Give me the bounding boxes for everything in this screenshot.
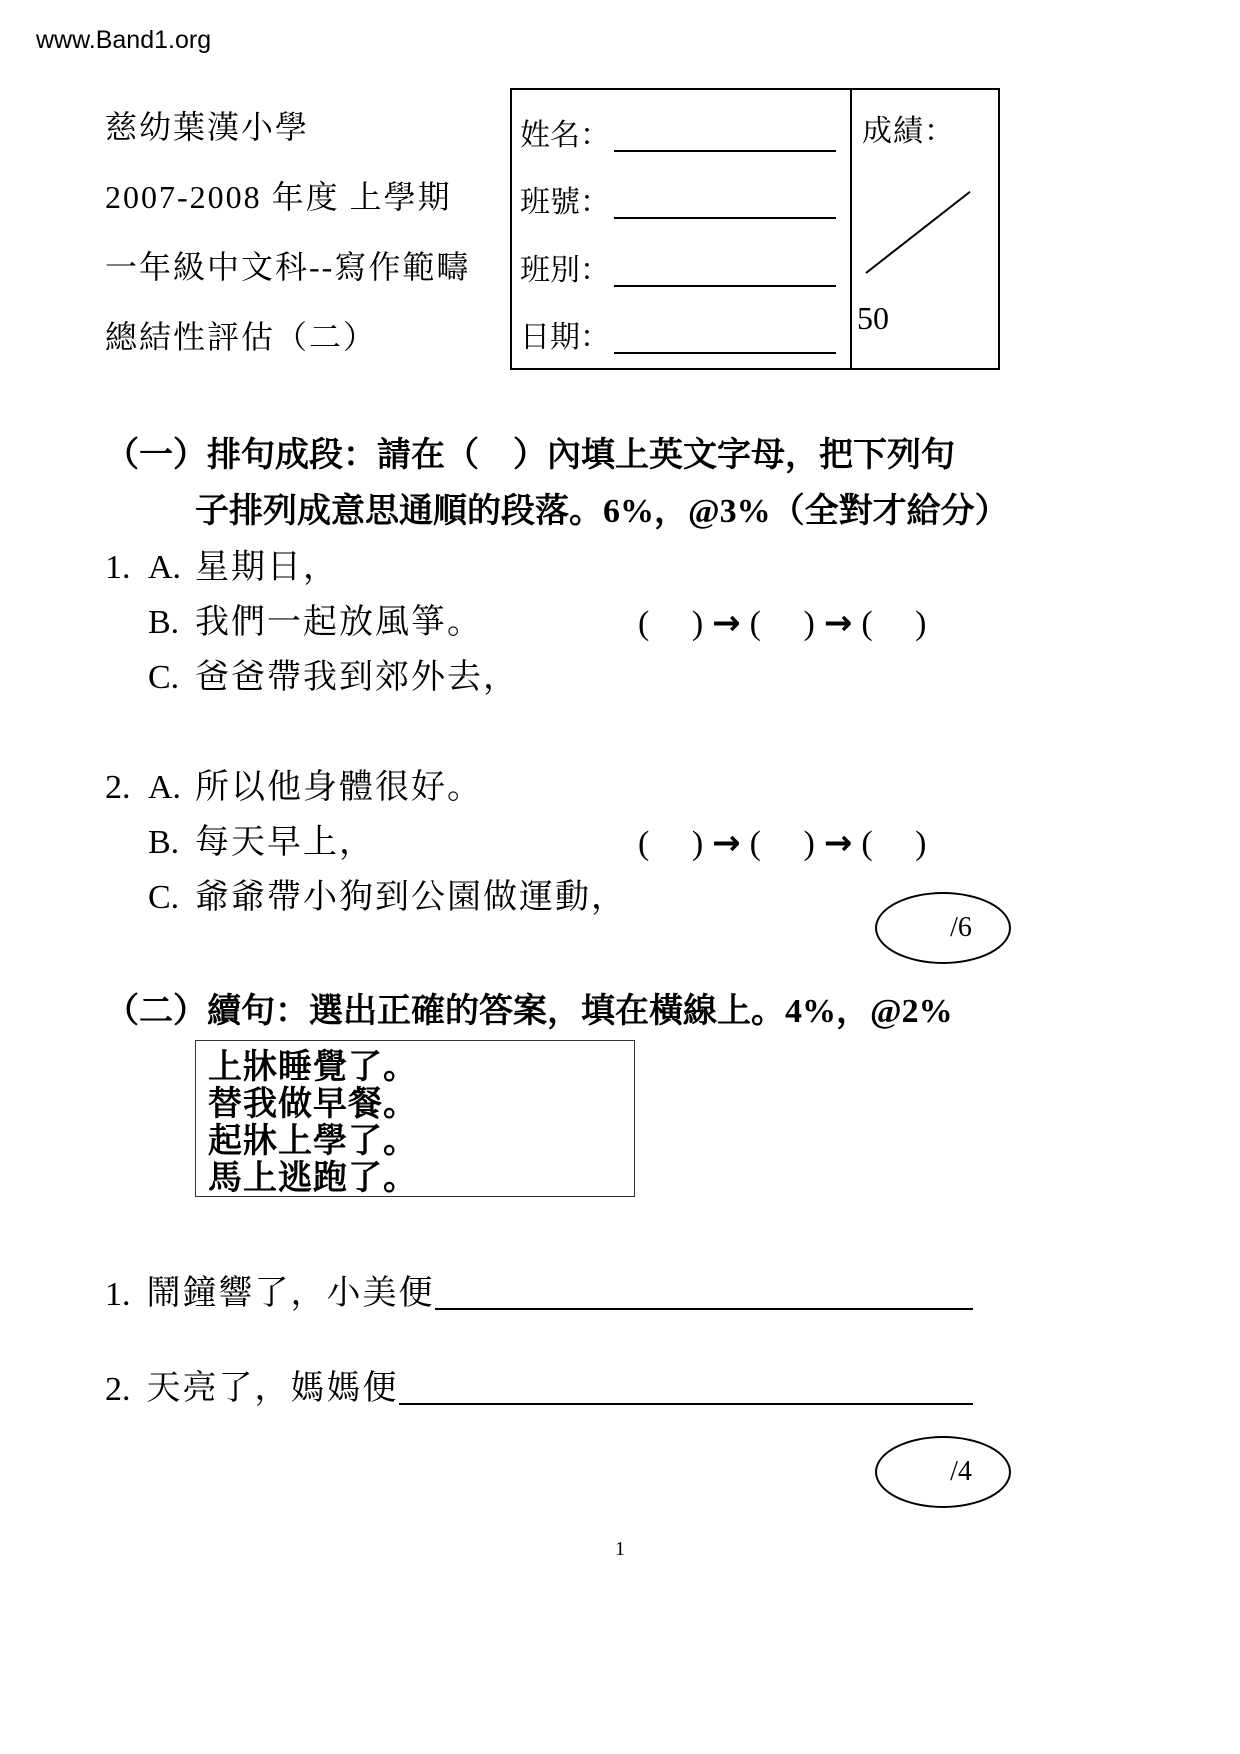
field-row-class-number [520, 164, 842, 226]
question-1-row-a [105, 542, 1040, 597]
section1-score-badge: /6 [950, 912, 972, 943]
score-slash-line [865, 191, 970, 274]
question-2-row-b [105, 817, 1040, 872]
student-info-box [510, 88, 852, 370]
score-box [852, 88, 1000, 370]
answer-slot: ( ) [638, 825, 704, 862]
right-arrow-icon: → [823, 603, 853, 643]
field-row-name [520, 97, 842, 159]
question-1-row-c [105, 652, 1040, 707]
school-name: 慈幼葉漢小學 [105, 109, 310, 145]
right-arrow-icon: → [712, 603, 741, 643]
option-4: 馬上逃跑了。 [208, 1160, 418, 1197]
school-year-term: 2007-2008 年度 上學期 [105, 179, 452, 215]
watermark-url: www.Band1.org [36, 26, 212, 54]
date-blank-line [614, 314, 836, 354]
answer-slot: ( ) [861, 825, 927, 862]
option-3: 起牀上學了。 [208, 1123, 418, 1160]
fill-question-1-number: 1. [105, 1276, 131, 1313]
question-number-spacer [105, 597, 148, 652]
right-arrow-icon: → [823, 823, 853, 863]
question-1-letter-a: A. [148, 549, 182, 586]
school-info [105, 96, 470, 376]
section1-score-oval [875, 892, 1011, 964]
option-2: 替我做早餐。 [208, 1086, 418, 1123]
class-number-label: 班號： [520, 186, 610, 220]
score-label: 成績： [862, 115, 955, 148]
question-2-text-c: 爺爺帶小狗到公園做運動， [195, 879, 627, 916]
answer-slot: ( ) [749, 605, 815, 642]
score-total: 50 [857, 300, 889, 336]
assessment-title: 總結性評估（二） [105, 319, 378, 355]
question-number-spacer [105, 872, 148, 927]
answer-slot: ( ) [749, 825, 815, 862]
question-2-row-a [105, 762, 1040, 817]
answer-slot: ( ) [638, 605, 704, 642]
fill-question-1-text: 鬧鐘響了，小美便 [146, 1275, 435, 1312]
question-2-letter-b: B. [148, 824, 180, 861]
question-number-spacer [105, 817, 148, 872]
question-1-answer-sequence [638, 597, 926, 650]
question-1-letter-b: B. [148, 604, 180, 641]
question-1 [105, 542, 1040, 707]
section2-score-oval [875, 1436, 1011, 1508]
question-1-text-a: 星期日， [195, 549, 339, 586]
question-2-answer-sequence [638, 817, 926, 870]
fill-question-2 [105, 1357, 973, 1409]
section1-heading-line1: （一）排句成段：請在（ ）內填上英文字母，把下列句 [105, 437, 955, 474]
fill-question-1 [105, 1262, 973, 1314]
fill-question-1-answer-line [435, 1270, 974, 1310]
option-1: 上牀睡覺了。 [208, 1049, 418, 1086]
question-number-spacer [105, 652, 148, 707]
subject-line: 一年級中文科--寫作範疇 [105, 249, 471, 285]
date-label: 日期： [520, 321, 610, 355]
name-label: 姓名： [520, 118, 610, 152]
question-1-text-c: 爸爸帶我到郊外去， [195, 659, 519, 696]
question-1-number: 1. [105, 549, 131, 586]
class-blank-line [614, 247, 836, 287]
field-row-date [520, 299, 842, 361]
fill-question-2-number: 2. [105, 1371, 131, 1408]
question-2-letter-a: A. [148, 769, 182, 806]
section1-heading-line2: 子排列成意思通順的段落。6%，@3%（全對才給分） [195, 493, 1009, 530]
question-2-text-b: 每天早上， [195, 824, 375, 861]
question-2-letter-c: C. [148, 879, 180, 916]
right-arrow-icon: → [712, 823, 741, 863]
fill-question-2-answer-line [399, 1365, 974, 1405]
class-number-blank-line [614, 179, 836, 219]
section2-score-badge: /4 [950, 1456, 972, 1487]
section2-heading: （二）續句：選出正確的答案，填在橫線上。4%，@2% [105, 993, 953, 1030]
question-2-text-a: 所以他身體很好。 [195, 769, 483, 806]
options-box [195, 1040, 635, 1197]
fill-question-2-text: 天亮了，媽媽便 [146, 1370, 399, 1407]
name-blank-line [614, 112, 836, 152]
class-label: 班別： [520, 253, 610, 287]
question-1-letter-c: C. [148, 659, 180, 696]
page-number: 1 [615, 1538, 625, 1560]
answer-slot: ( ) [861, 605, 927, 642]
question-1-text-b: 我們一起放風箏。 [195, 604, 483, 641]
section1-heading [105, 428, 1009, 540]
field-row-class [520, 232, 842, 294]
question-2-number: 2. [105, 769, 131, 806]
question-1-row-b [105, 597, 1040, 652]
